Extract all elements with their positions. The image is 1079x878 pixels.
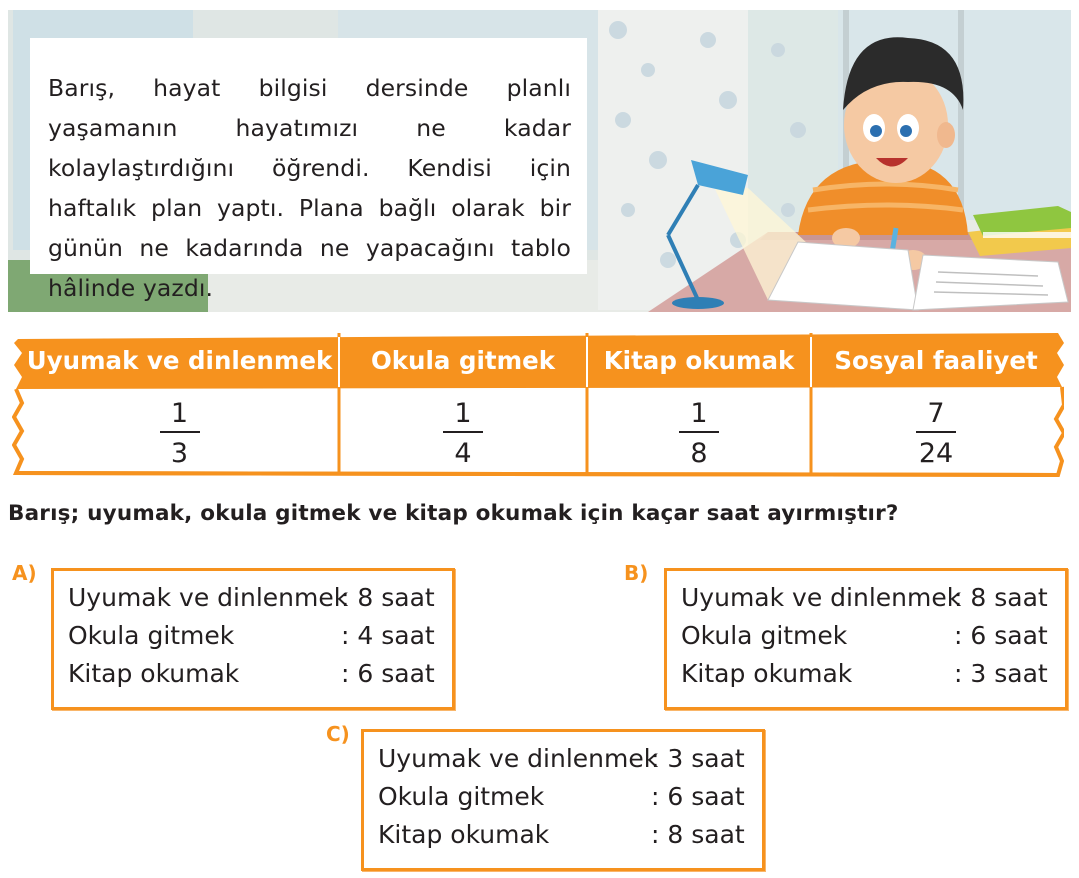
activity-label: Kitap okumak	[681, 658, 853, 688]
question-text: Barış; uyumak, okula gitmek ve kitap okumak için kaçar saat ayırmıştır?	[8, 501, 899, 526]
story-text-box	[30, 38, 587, 302]
activity-label: Uyumak ve dinlenmek	[681, 582, 962, 612]
time-fraction-table	[12, 333, 1064, 478]
hours-value: : 4 saat	[341, 620, 435, 650]
activity-label: Kitap okumak	[378, 819, 550, 849]
option-c-box[interactable]	[361, 729, 765, 871]
option-a-box[interactable]	[51, 568, 455, 710]
fraction-denominator: 3	[170, 438, 189, 469]
table-column-sleep	[20, 333, 339, 478]
table-column-school	[339, 333, 587, 478]
option-row	[68, 578, 452, 616]
fraction-bar	[679, 431, 719, 433]
option-row	[378, 815, 762, 853]
activity-label: Okula gitmek	[378, 781, 545, 811]
column-header: Okula gitmek	[370, 345, 556, 375]
fraction-denominator: 4	[454, 438, 472, 469]
fraction-numerator: 1	[690, 398, 708, 429]
fraction	[20, 397, 339, 470]
fraction-numerator: 1	[170, 398, 189, 429]
option-row	[681, 616, 1065, 654]
table-column-reading	[587, 333, 811, 478]
option-b-letter[interactable]: B)	[624, 561, 649, 585]
column-header: Kitap okumak	[603, 345, 795, 375]
table-column-social	[811, 333, 1061, 478]
fraction-numerator: 1	[454, 398, 472, 429]
activity-label: Okula gitmek	[68, 620, 235, 650]
option-b-box[interactable]	[664, 568, 1068, 710]
hours-value: : 3 saat	[954, 658, 1048, 688]
hours-value: : 8 saat	[651, 819, 745, 849]
column-header: Uyumak ve dinlenmek	[26, 345, 333, 375]
hours-value: : 6 saat	[651, 781, 745, 811]
option-row	[68, 616, 452, 654]
hours-value: : 8 saat	[341, 582, 435, 612]
option-c-letter[interactable]: C)	[326, 722, 350, 746]
option-row	[681, 578, 1065, 616]
story-paragraph: Barış, hayat bilgisi dersinde planlı yaşamanın hayatımızı ne kadar kolaylaştırdığını öğrendi. Kendisi için haftalık plan yaptı. Plana bağlı olarak bir günün ne kadarında ne yapacağını tablo hâlinde yazdı.	[48, 74, 571, 302]
activity-label: Uyumak ve dinlenmek	[68, 582, 349, 612]
hours-value: : 6 saat	[954, 620, 1048, 650]
activity-label: Uyumak ve dinlenmek	[378, 743, 659, 773]
hours-value: : 8 saat	[954, 582, 1048, 612]
fraction-denominator: 24	[918, 438, 954, 469]
hours-value: : 6 saat	[341, 658, 435, 688]
fraction-denominator: 8	[690, 438, 708, 469]
option-row	[68, 654, 452, 692]
activity-label: Okula gitmek	[681, 620, 848, 650]
option-row	[378, 777, 762, 815]
activity-label: Kitap okumak	[68, 658, 240, 688]
fraction	[587, 397, 811, 470]
column-header: Sosyal faaliyet	[834, 345, 1038, 375]
fraction	[339, 397, 587, 470]
fraction	[811, 397, 1061, 470]
fraction-bar	[916, 431, 956, 433]
option-row	[378, 739, 762, 777]
fraction-numerator: 7	[927, 398, 945, 429]
option-a-letter[interactable]: A)	[12, 561, 37, 585]
fraction-bar	[160, 431, 200, 433]
option-row	[681, 654, 1065, 692]
fraction-bar	[443, 431, 483, 433]
hours-value: : 3 saat	[651, 743, 745, 773]
